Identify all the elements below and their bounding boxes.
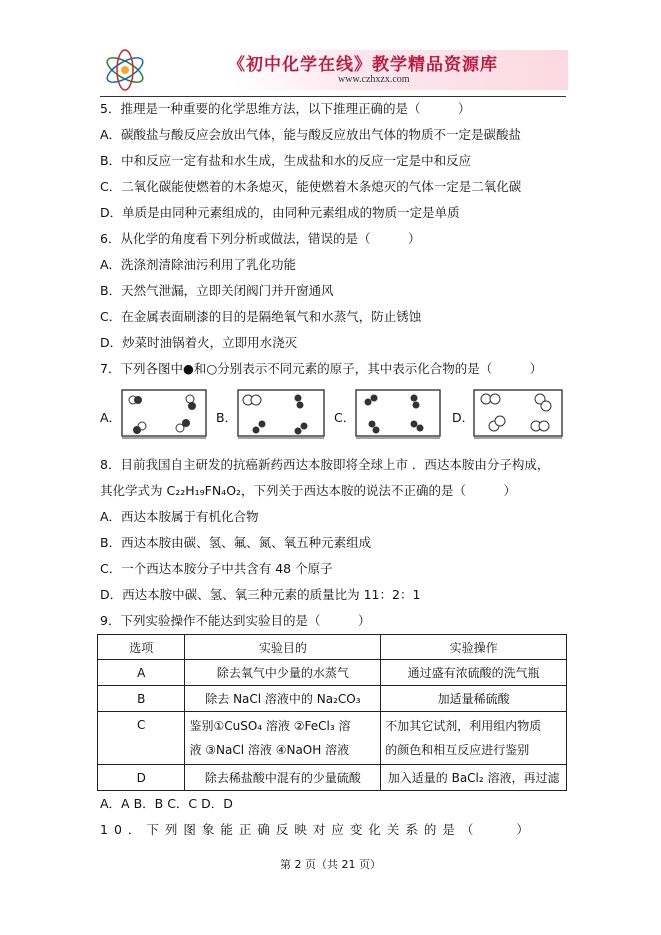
q8-option-d: D．西达本胺中碳、氢、氧三种元素的质量比为 11：2：1 xyxy=(100,587,421,602)
row-c-operation xyxy=(381,712,567,765)
q6-option-c: C．在金属表面刷漆的目的是隔绝氧气和水蒸气，防止锈蚀 xyxy=(100,309,422,324)
q9-stem: 9．下列实验操作不能达到实验目的是（ ） xyxy=(100,613,371,628)
q5-stem: 5．推理是一种重要的化学思维方法，以下推理正确的是（ ） xyxy=(100,101,471,116)
table-row xyxy=(98,686,567,712)
q8-option-a: A．西达本胺属于有机化合物 xyxy=(100,509,259,524)
row-c-option: C xyxy=(98,712,185,765)
row-b-goal: 除去 NaCl 溶液中的 Na₂CO₃ xyxy=(185,686,381,712)
q6-stem: 6．从化学的角度看下列分析或做法，错误的是（ ） xyxy=(100,231,421,246)
page-footer: 第 2 页（共 21 页） xyxy=(280,858,381,871)
row-c-operation-line2: 的颜色和相互反应进行鉴别 xyxy=(385,743,530,757)
row-b-option: B xyxy=(98,686,185,712)
q7-diagram-b xyxy=(236,388,326,440)
table-row xyxy=(98,765,567,791)
row-a-option: A xyxy=(98,660,185,686)
q8-option-b: B．西达本胺由碳、氢、氟、氮、氧五种元素组成 xyxy=(100,535,372,550)
header-divider xyxy=(100,96,566,97)
q6-option-d: D．炒菜时油锅着火，立即用水浇灭 xyxy=(100,335,298,350)
row-c-operation-line1: 不加其它试剂，利用组内物质 xyxy=(385,719,542,733)
q9-answer-choices: A．A B．B C．C D．D xyxy=(100,796,233,811)
row-d-goal: 除去稀盐酸中混有的少量硫酸 xyxy=(185,765,381,791)
row-a-goal: 除去氧气中少量的水蒸气 xyxy=(185,660,381,686)
q7-label-d: D． xyxy=(452,410,475,425)
atom-logo-icon xyxy=(100,46,150,94)
header-url: www.czhxzx.com xyxy=(338,74,410,85)
q5-option-b: B．中和反应一定有盐和水生成，生成盐和水的反应一定是中和反应 xyxy=(100,153,472,168)
table-row xyxy=(98,712,567,765)
table-header-row xyxy=(98,635,567,660)
q8-option-c: C．一个西达本胺分子中共含有 48 个原子 xyxy=(100,561,333,576)
q5-option-c: C．二氧化碳能使燃着的木条熄灭，能使燃着木条熄灭的气体一定是二氧化碳 xyxy=(100,179,522,194)
table-row xyxy=(98,660,567,686)
q8-stem-line1: 8．目前我国自主研发的抗癌新药西达本胺即将全球上市 ．西达本胺由分子构成， xyxy=(100,457,550,472)
row-b-operation: 加适量稀硫酸 xyxy=(381,686,567,712)
row-c-goal-line2: 液 ③NaCl 溶液 ④NaOH 溶液 xyxy=(189,743,350,757)
q6-option-b: B．天然气泄漏，立即关闭阀门并开窗通风 xyxy=(100,283,334,298)
page-header xyxy=(100,46,566,96)
header-title: 《初中化学在线》教学精品资源库 xyxy=(228,55,498,75)
row-d-operation: 加入适量的 BaCl₂ 溶液，再过滤 xyxy=(381,765,567,791)
q8-stem-line2: 其化学式为 C₂₂H₁₉FN₄O₂，下列关于西达本胺的说法不正确的是（ ） xyxy=(100,483,517,498)
row-c-goal xyxy=(185,712,381,765)
table-header-operation: 实验操作 xyxy=(381,635,567,660)
q6-option-a: A．洗涤剂清除油污利用了乳化功能 xyxy=(100,257,297,272)
q7-diagram-a xyxy=(120,388,208,440)
q7-label-b: B． xyxy=(216,410,238,425)
row-a-operation: 通过盛有浓硫酸的洗气瓶 xyxy=(381,660,567,686)
table-header-goal: 实验目的 xyxy=(185,635,381,660)
row-d-option: D xyxy=(98,765,185,791)
q7-diagram-c xyxy=(354,388,442,440)
q7-diagram-d xyxy=(472,388,564,440)
q10-stem: 10．下列图象能正确反映对应变化关系的是（ ） xyxy=(100,822,535,837)
q7-label-c: C． xyxy=(334,410,356,425)
row-c-goal-line1: 鉴别①CuSO₄ 溶液 ②FeCl₃ 溶 xyxy=(189,719,351,733)
q7-stem: 7．下列各图中●和○分别表示不同元素的原子，其中表示化合物的是（ ） xyxy=(100,361,543,376)
table-header-option: 选项 xyxy=(98,635,185,660)
q9-table xyxy=(97,634,567,791)
q5-option-d: D．单质是由同种元素组成的，由同种元素组成的物质一定是单质 xyxy=(100,205,460,220)
q7-diagram-row xyxy=(100,388,566,444)
q5-option-a: A．碳酸盐与酸反应会放出气体，能与酸反应放出气体的物质不一定是碳酸盐 xyxy=(100,127,522,142)
q7-label-a: A． xyxy=(100,410,122,425)
